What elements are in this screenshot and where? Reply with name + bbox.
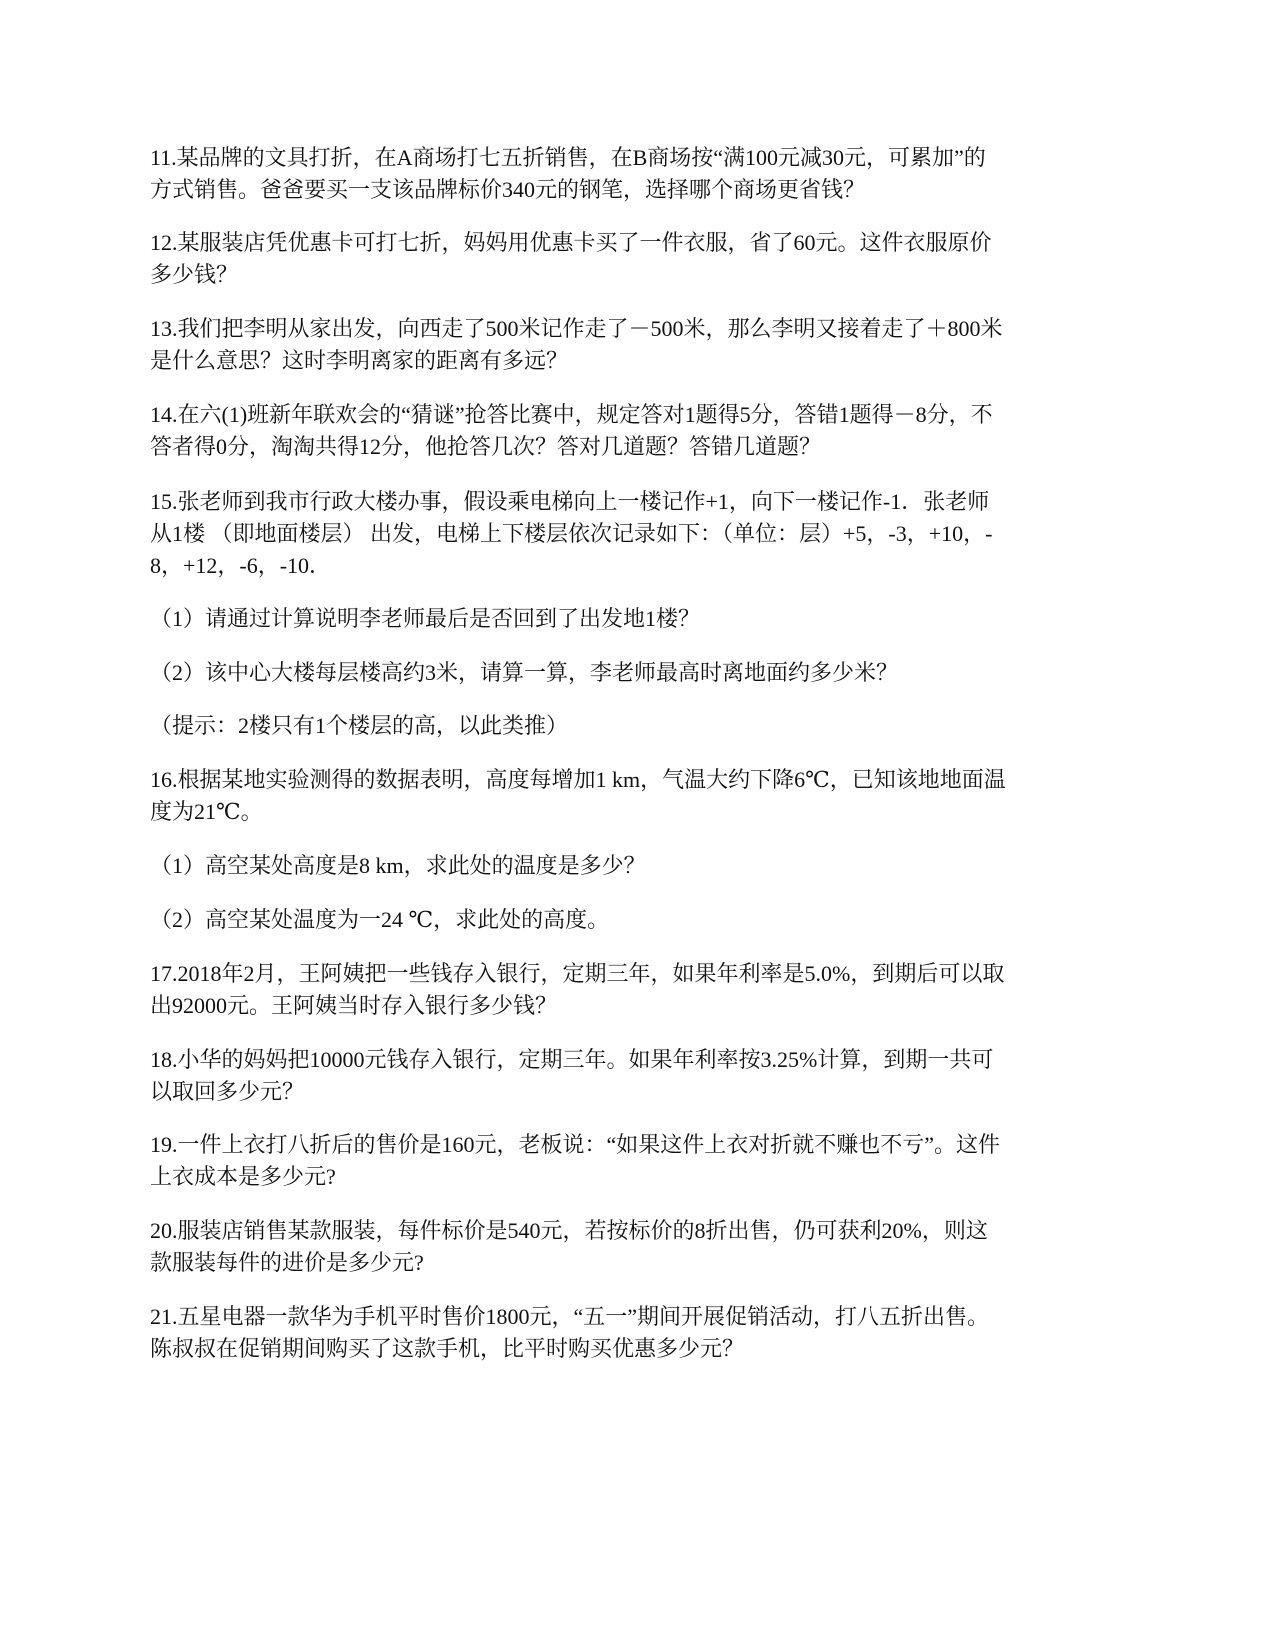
problem-19-line-1: 19.一件上衣打八折后的售价是160元，老板说：“如果这件上衣对折就不赚也不亏”。这件 — [150, 1132, 1001, 1157]
problem-16-part-1: （1）高空某处高度是8 km，求此处的温度是多少？ — [150, 853, 646, 878]
problem-16-part-2: （2）高空某处温度为一24 ℃，求此处的高度。 — [150, 907, 610, 932]
problem-11-line-2: 方式销售。爸爸要买一支该品牌标价340元的钢笔，选择哪个商场更省钱？ — [150, 177, 866, 202]
problem-13-line-2: 是什么意思？这时李明离家的距离有多远？ — [150, 348, 569, 373]
problem-14-line-1: 14.在六(1)班新年联欢会的“猜谜”抢答比赛中，规定答对1题得5分，答错1题得－8分，不 — [150, 402, 993, 427]
problem-17-line-2: 出92000元。王阿姨当时存入银行多少钱？ — [150, 993, 558, 1018]
problem-15-line-2: 从1楼 （即地面楼层） 出发，电梯上下楼层依次记录如下：（单位：层）+5，-3，+10，- — [150, 521, 993, 546]
problem-16-line-2: 度为21℃。 — [150, 799, 263, 824]
document-page — [150, 0, 1125, 1650]
problem-15-part-1: （1）请通过计算说明李老师最后是否回到了出发地1楼？ — [150, 606, 701, 631]
problem-18-line-2: 以取回多少元？ — [150, 1079, 305, 1104]
problem-12-line-1: 12.某服装店凭优惠卡可打七折，妈妈用优惠卡买了一件衣服，省了60元。这件衣服原价 — [150, 230, 992, 255]
problem-15-part-2: （2）该中心大楼每层楼高约3米，请算一算，李老师最高时离地面约多少米？ — [150, 660, 899, 685]
problem-11-line-1: 11.某品牌的文具打折，在A商场打七五折销售，在B商场按“满100元减30元，可累加”的 — [150, 145, 986, 170]
problem-17-line-1: 17.2018年2月，王阿姨把一些钱存入银行，定期三年，如果年利率是5.0%，到期后可以取 — [150, 961, 1005, 986]
problem-19-line-2: 上衣成本是多少元? — [150, 1164, 336, 1189]
problem-16-line-1: 16.根据某地实验测得的数据表明，高度每增加1 km，气温大约下降6℃，已知该地地面温 — [150, 767, 1006, 792]
problem-21-line-2: 陈叔叔在促销期间购买了这款手机，比平时购买优惠多少元？ — [150, 1336, 745, 1361]
problem-15-line-1: 15.张老师到我市行政大楼办事，假设乘电梯向上一楼记作+1，向下一楼记作-1．张老师 — [150, 489, 990, 514]
problem-20-line-1: 20.服装店销售某款服装，每件标价是540元，若按标价的8折出售，仍可获利20%，则这 — [150, 1218, 988, 1243]
problem-20-line-2: 款服装每件的进价是多少元? — [150, 1250, 424, 1275]
problem-15-line-3: 8，+12，-6，-10． — [150, 553, 332, 578]
problem-21-line-1: 21.五星电器一款华为手机平时售价1800元，“五一”期间开展促销活动，打八五折出售。 — [150, 1304, 990, 1329]
problem-15-hint: （提示：2楼只有1个楼层的高，以此类推） — [150, 713, 569, 738]
problem-13-line-1: 13.我们把李明从家出发，向西走了500米记作走了－500米，那么李明又接着走了＋800米 — [150, 316, 1003, 341]
problem-14-line-2: 答者得0分，淘淘共得12分，他抢答几次？答对几道题？答错几道题？ — [150, 434, 822, 459]
problem-18-line-1: 18.小华的妈妈把10000元钱存入银行，定期三年。如果年利率按3.25%计算，到期一共可 — [150, 1047, 994, 1072]
problem-12-line-2: 多少钱？ — [150, 262, 239, 287]
